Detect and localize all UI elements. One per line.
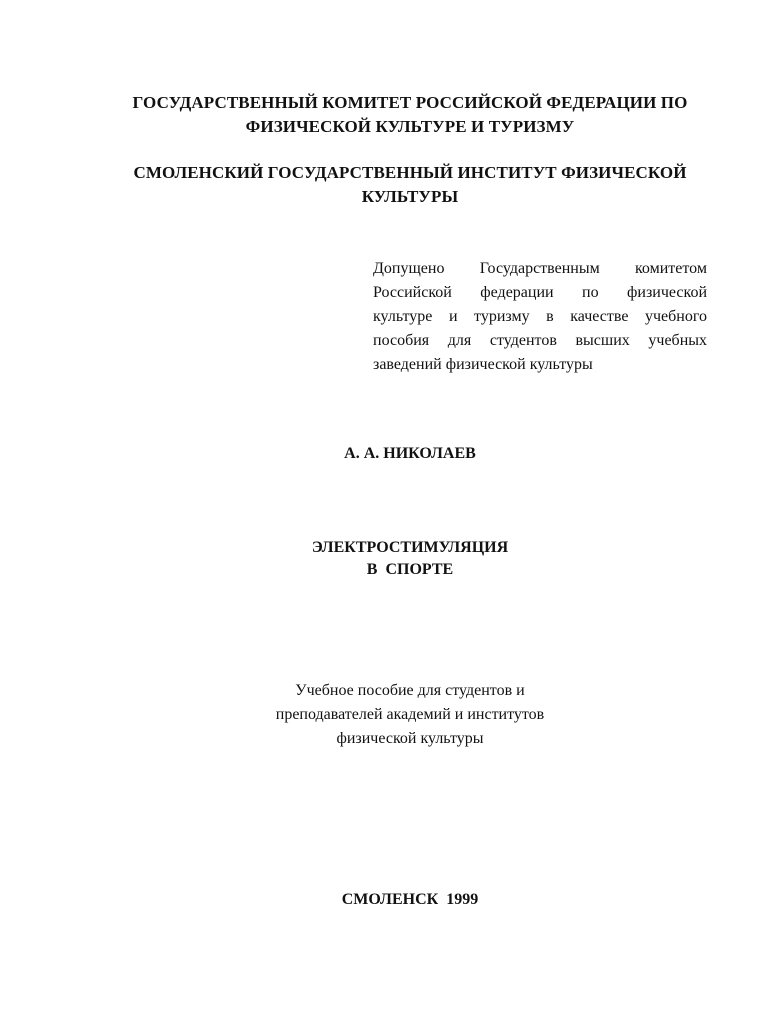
book-subtitle-line-1: Учебное пособие для студентов и xyxy=(295,682,525,699)
approval-note-line-4: пособия для студентов высших учебных xyxy=(373,332,707,349)
institute-heading xyxy=(100,161,720,209)
committee-heading xyxy=(100,91,720,139)
approval-note xyxy=(373,257,707,377)
institute-heading-line-1: СМОЛЕНСКИЙ ГОСУДАРСТВЕННЫЙ ИНСТИТУТ ФИЗИЧЕСКОЙ xyxy=(133,163,687,182)
author-name: А. А. НИКОЛАЕВ xyxy=(344,445,476,462)
approval-note-line-3: культуре и туризму в качестве учебного xyxy=(373,308,707,325)
book-title-line-1: ЭЛЕКТРОСТИМУЛЯЦИЯ xyxy=(311,539,509,556)
approval-note-line-5: заведений физической культуры xyxy=(373,356,593,373)
committee-heading-line-1: ГОСУДАРСТВЕННЫЙ КОМИТЕТ РОССИЙСКОЙ ФЕДЕРАЦИИ ПО xyxy=(132,93,688,112)
institute-heading-line-2: КУЛЬТУРЫ xyxy=(361,187,459,206)
imprint-city-year: СМОЛЕНСК 1999 xyxy=(341,891,479,908)
approval-note-line-1: Допущено Государственным комитетом xyxy=(373,260,707,277)
book-title xyxy=(200,537,620,581)
approval-note-line-2: Российской федерации по физической xyxy=(373,284,707,301)
book-subtitle xyxy=(200,679,620,751)
book-title-line-2: В СПОРТЕ xyxy=(366,561,454,578)
book-subtitle-line-2: преподавателей академий и институтов xyxy=(275,706,545,723)
committee-heading-line-2: ФИЗИЧЕСКОЙ КУЛЬТУРЕ И ТУРИЗМУ xyxy=(245,117,575,136)
book-subtitle-line-3: физической культуры xyxy=(336,730,484,747)
